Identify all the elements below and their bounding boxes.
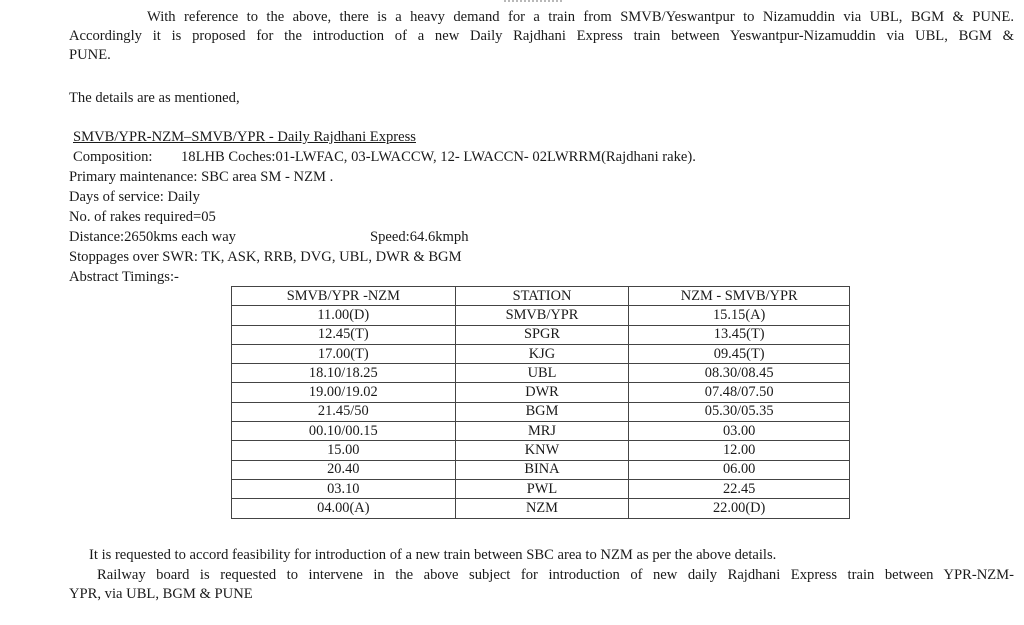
down-timing-cell: 12.00: [629, 441, 850, 460]
intro-line-1: With reference to the above, there is a heavy demand for a train from SMVB/Yeswantpur to Nizamuddin via UBL, BGM & PUNE.: [147, 9, 1014, 25]
down-timing-cell: 09.45(T): [629, 344, 850, 363]
station-cell: BGM: [455, 402, 629, 421]
table-row: [232, 325, 850, 344]
up-timing-cell: 12.45(T): [232, 325, 456, 344]
station-cell: MRJ: [455, 422, 629, 441]
up-timing-cell: 00.10/00.15: [232, 422, 456, 441]
table-row: [232, 344, 850, 363]
table-row: [232, 422, 850, 441]
timing-table: [231, 286, 850, 519]
table-row: [232, 383, 850, 402]
station-cell: KNW: [455, 441, 629, 460]
down-timing-cell: 07.48/07.50: [629, 383, 850, 402]
composition-value: 18LHB Coches:01-LWFAC, 03-LWACCW, 12- LWACCN- 02LWRRM(Rajdhani rake).: [181, 149, 696, 165]
closing-line-2: Railway board is requested to intervene in the above subject for introduction of new daily Rajdhani Express train between YPR-NZM-: [97, 567, 1014, 583]
days-of-service: Days of service: Daily: [69, 189, 200, 205]
table-row: [232, 402, 850, 421]
up-timing-cell: 21.45/50: [232, 402, 456, 421]
closing-line-3: YPR, via UBL, BGM & PUNE: [69, 586, 253, 602]
down-timing-cell: 05.30/05.35: [629, 402, 850, 421]
down-timing-cell: 06.00: [629, 460, 850, 479]
table-row: [232, 306, 850, 325]
header-down-timing: NZM - SMVB/YPR: [629, 287, 850, 306]
station-cell: UBL: [455, 364, 629, 383]
closing-line-1: It is requested to accord feasibility for introduction of a new train between SBC area to NZM as per the above details.: [89, 547, 777, 563]
station-cell: PWL: [455, 479, 629, 498]
up-timing-cell: 17.00(T): [232, 344, 456, 363]
down-timing-cell: 22.00(D): [629, 499, 850, 518]
train-title: [73, 129, 416, 146]
table-row: [232, 441, 850, 460]
down-timing-cell: 08.30/08.45: [629, 364, 850, 383]
station-cell: DWR: [455, 383, 629, 402]
header-dotted-line: [504, 0, 562, 5]
up-timing-cell: 03.10: [232, 479, 456, 498]
stoppages: Stoppages over SWR: TK, ASK, RRB, DVG, UBL, DWR & BGM: [69, 249, 462, 265]
details-heading: The details are as mentioned,: [69, 90, 240, 106]
up-timing-cell: 11.00(D): [232, 306, 456, 325]
train-name: - Daily Rajdhani Express: [265, 129, 416, 145]
abstract-timings-label: Abstract Timings:-: [69, 269, 179, 285]
down-timing-cell: 13.45(T): [629, 325, 850, 344]
up-timing-cell: 18.10/18.25: [232, 364, 456, 383]
maintenance-line: Primary maintenance: SBC area SM - NZM .: [69, 169, 334, 185]
table-row: [232, 499, 850, 518]
table-header-row: [232, 287, 850, 306]
up-timing-cell: 04.00(A): [232, 499, 456, 518]
station-cell: SPGR: [455, 325, 629, 344]
train-route: SMVB/YPR-NZM–SMVB/YPR: [73, 129, 266, 145]
table-row: [232, 364, 850, 383]
station-cell: SMVB/YPR: [455, 306, 629, 325]
header-up-timing: SMVB/YPR -NZM: [232, 287, 456, 306]
down-timing-cell: 15.15(A): [629, 306, 850, 325]
station-cell: KJG: [455, 344, 629, 363]
up-timing-cell: 19.00/19.02: [232, 383, 456, 402]
intro-line-2: Accordingly it is proposed for the introduction of a new Daily Rajdhani Express train between Yeswantpur-Nizamuddin via UBL, BGM &: [69, 28, 1014, 44]
down-timing-cell: 22.45: [629, 479, 850, 498]
distance: Distance:2650kms each way: [69, 229, 236, 245]
station-cell: BINA: [455, 460, 629, 479]
header-station: STATION: [455, 287, 629, 306]
speed: Speed:64.6kmph: [370, 229, 469, 245]
rakes-required: No. of rakes required=05: [69, 209, 216, 225]
table-row: [232, 460, 850, 479]
station-cell: NZM: [455, 499, 629, 518]
intro-line-3: PUNE.: [69, 47, 111, 63]
table-row: [232, 479, 850, 498]
composition-label: Composition:: [73, 149, 153, 165]
down-timing-cell: 03.00: [629, 422, 850, 441]
up-timing-cell: 20.40: [232, 460, 456, 479]
up-timing-cell: 15.00: [232, 441, 456, 460]
